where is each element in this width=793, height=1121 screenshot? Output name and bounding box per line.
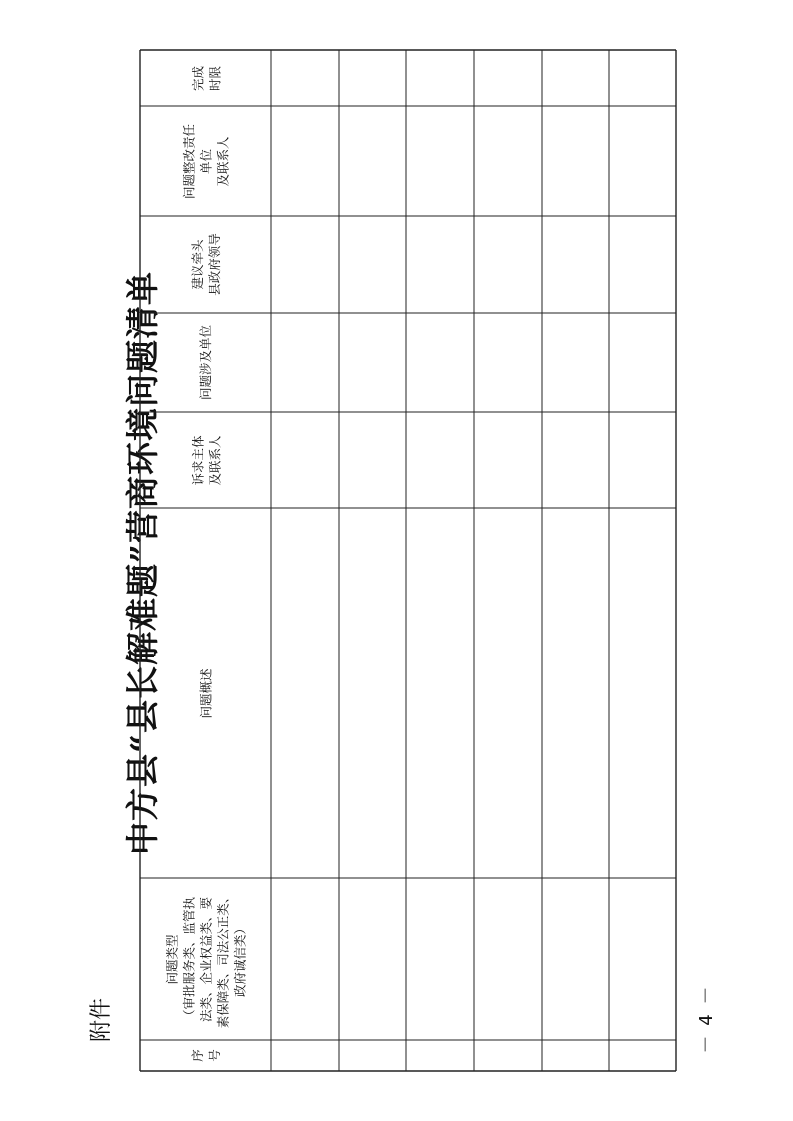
header-involved-units <box>143 315 268 410</box>
header-line: 问题整改责任 <box>181 123 196 199</box>
header-line: 法类、企业权益类、要 <box>198 896 213 1022</box>
header-seq <box>143 1042 268 1069</box>
header-line: 完成 <box>189 65 205 91</box>
page-number: － 4 － <box>696 984 717 1054</box>
document-title: 中方县“县长解难题”营商环境问题清单 <box>123 271 162 855</box>
header-line: 号 <box>206 1049 222 1062</box>
header-line: 问题概述 <box>198 668 213 719</box>
header-petitioner <box>143 414 268 506</box>
header-line: 政府诚信类） <box>232 921 247 997</box>
header-line: 单位 <box>198 148 213 174</box>
header-line: 县政府领导 <box>206 233 222 296</box>
header-deadline <box>143 52 268 104</box>
attachment-label: 附件 <box>89 998 114 1043</box>
header-problem-summary <box>143 510 268 876</box>
header-responsible-unit <box>143 108 268 214</box>
header-line: 及联系人 <box>215 136 230 187</box>
header-line: 问题类型 <box>164 934 179 985</box>
header-line: 素保障类、司法公正类、 <box>215 890 230 1028</box>
header-line: 时限 <box>206 65 222 91</box>
header-line: （审批服务类、监管执 <box>181 896 196 1022</box>
header-line: 问题涉及单位 <box>198 325 213 401</box>
header-line: 及联系人 <box>206 435 222 486</box>
header-line: 序 <box>189 1049 205 1062</box>
header-line: 建议牵头 <box>189 239 205 290</box>
header-county-leader <box>143 218 268 311</box>
header-line: 诉求主体 <box>189 435 205 486</box>
header-problem-type <box>143 880 268 1038</box>
